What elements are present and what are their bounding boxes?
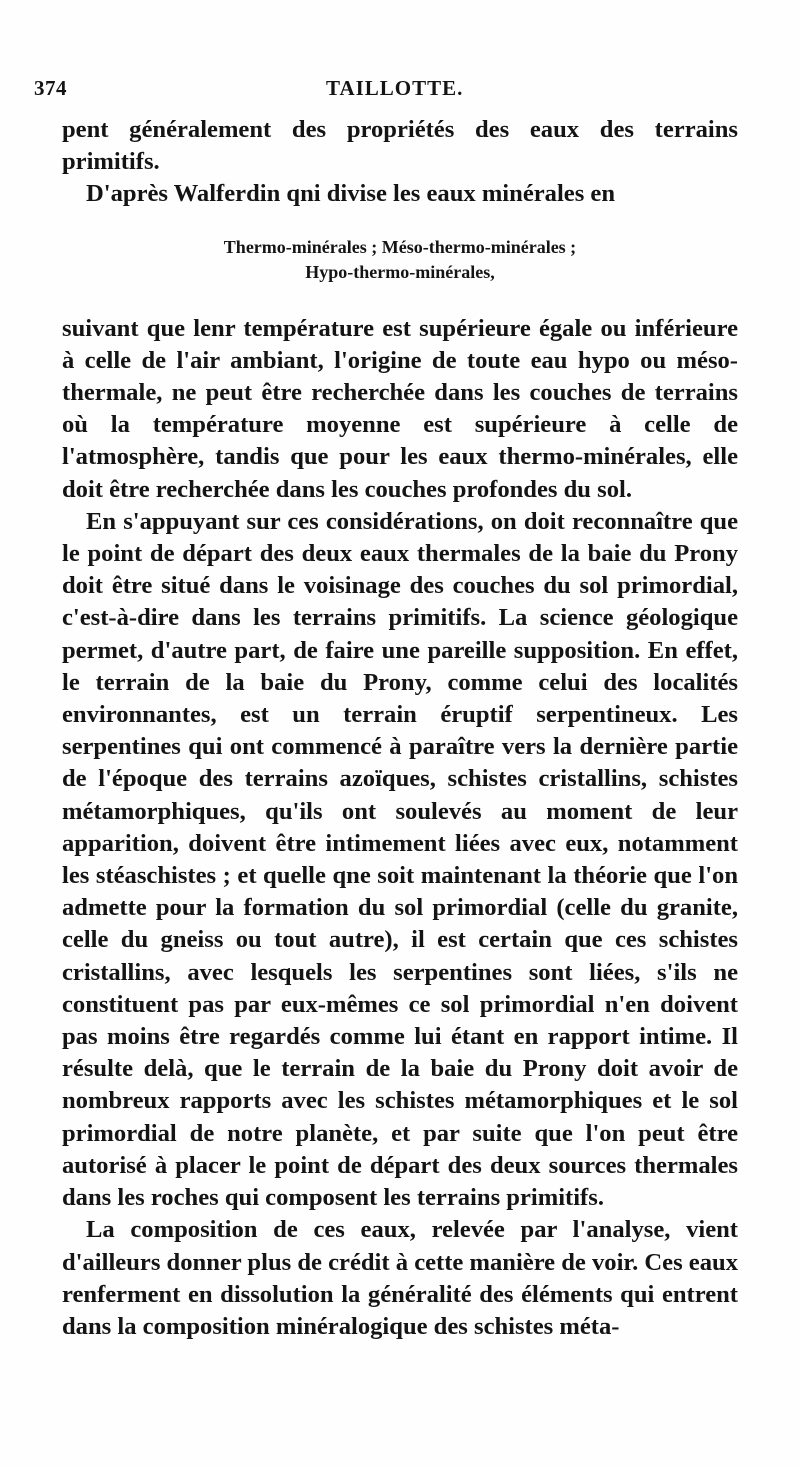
classification-line-2: Hypo-thermo-minérales, bbox=[305, 261, 495, 282]
paragraph-composition: La composition de ces eaux, relevée par l'analyse, vient d'ailleurs donner plus de crédit à cette manière de voir. Ces eaux renferment en dissolution la généralité des éléments qui entrent dans la composition minéralogique des schistes méta- bbox=[62, 1216, 738, 1340]
paragraph-considerations: En s'appuyant sur ces considérations, on doit reconnaître que le point de départ des deux eaux thermales de la baie du Prony doit être situé dans le voisinage des couches du sol primordial, c'est-à-dire dans les terrains primitifs. La science géologique permet, d'autre part, de faire une pareille supposition. En effet, le terrain de la baie du Prony, comme celui des localités environnantes, est un terrain éruptif serpentineux. Les serpentines qui ont commencé à paraître vers la dernière partie de l'époque des terrains azoïques, schistes cristallins, schistes métamorphiques, qu'ils ont soulevés au moment de leur apparition, doivent être intimement liées avec eux, notamment les stéaschistes ; et quelle qne soit maintenant la théorie que l'on admette pour la formation du sol primordial (celle du granite, celle du gneiss ou tout autre), il est certain que ces schistes cristallins, avec lesquels les serpentines sont liées, s'ils ne constituent pas par eux-mêmes ce sol primordial n'en doivent pas moins être regardés comme lui étant en rapport intime. Il résulte delà, que le terrain de la baie du Prony doit avoir de nombreux rapports avec les schistes métamorphiques et le sol primordial de notre planète, et par suite que l'on peut être autorisé à placer le point de départ des deux sources thermales dans les roches qui composent les terrains primitifs. bbox=[62, 507, 738, 1212]
paragraph-temperature: suivant que lenr température est supérieure égale ou inférieure à celle de l'air ambiant, l'origine de toute eau hypo ou méso-thermale, ne peut être recherchée dans les couches de terrains où la température moyenne est supérieure à celle de l'atmosphère, tandis que pour les eaux thermo-minérales, elle doit être recherchée dans les couches profondes du sol. bbox=[62, 314, 738, 503]
running-head: TAILLOTTE. bbox=[326, 76, 464, 100]
paragraph-continuation: pent généralement des propriétés des eaux des terrains primitifs. bbox=[62, 116, 738, 176]
body-text bbox=[62, 114, 738, 1343]
page-header bbox=[34, 76, 764, 106]
page-number: 374 bbox=[34, 76, 67, 100]
paragraph-walferdin: D'après Walferdin qni divise les eaux minérales en bbox=[86, 180, 616, 208]
classification-line-1: Thermo-minérales ; Méso-thermo-minérales ; bbox=[223, 236, 577, 257]
classification-list bbox=[62, 235, 738, 285]
